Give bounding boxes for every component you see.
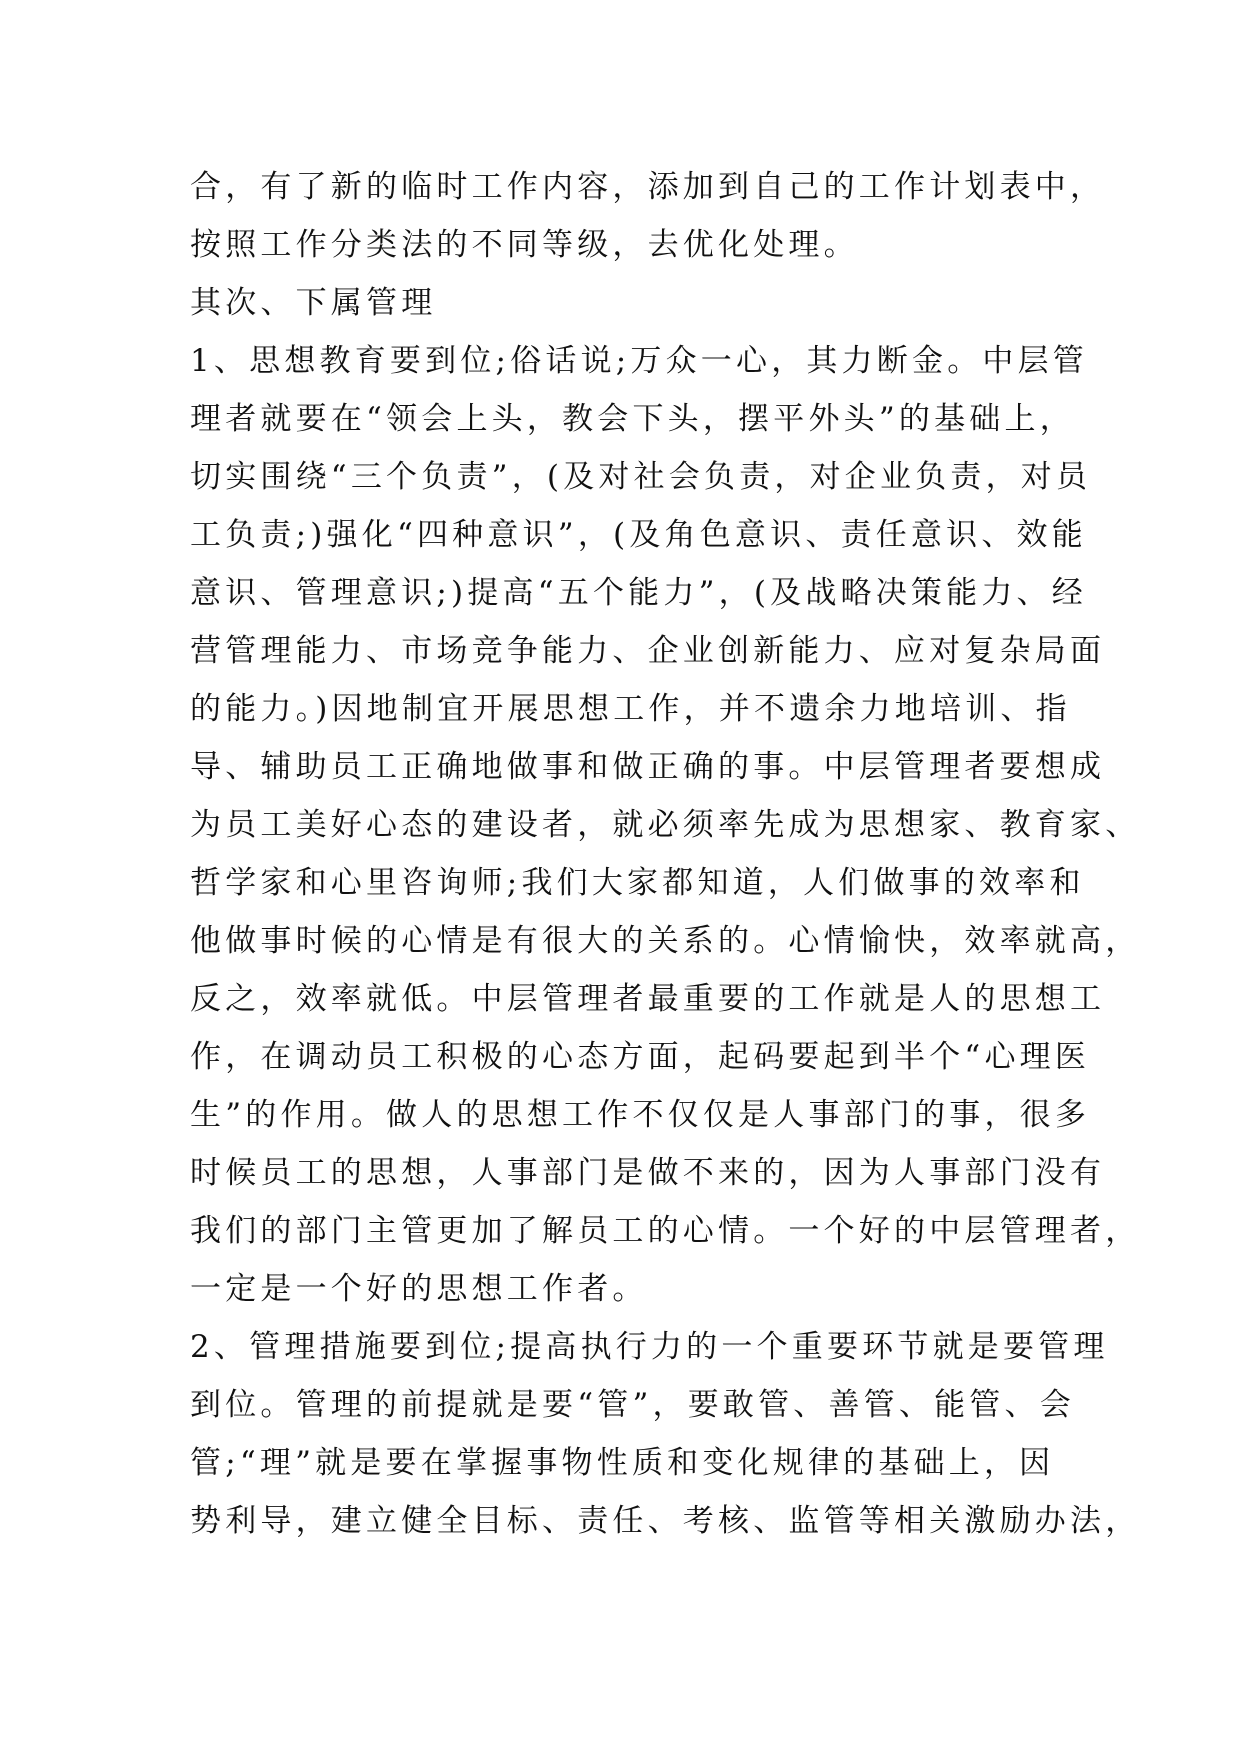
text-line: 管;“理”就是要在掌握事物性质和变化规律的基础上，因 bbox=[190, 1445, 1055, 1481]
text-line: 为员工美好心态的建设者，就必须率先成为思想家、教育家、 bbox=[190, 807, 1141, 843]
text-line: 按照工作分类法的不同等级，去优化处理。 bbox=[190, 227, 859, 263]
text-line: 的能力。)因地制宜开展思想工作，并不遗余力地培训、指 bbox=[190, 691, 1071, 727]
text-line: 时候员工的思想，人事部门是做不来的，因为人事部门没有 bbox=[190, 1155, 1106, 1191]
document-body bbox=[190, 158, 1141, 1550]
text-line: 到位。管理的前提就是要“管”，要敢管、善管、能管、会 bbox=[190, 1387, 1075, 1423]
text-line: 生”的作用。做人的思想工作不仅仅是人事部门的事，很多 bbox=[190, 1097, 1091, 1133]
text-line: 工负责;)强化“四种意识”，(及角色意识、责任意识、效能 bbox=[190, 517, 1087, 553]
text-line: 理者就要在“领会上头，教会下头，摆平外头”的基础上， bbox=[190, 401, 1075, 437]
text-line: 反之，效率就低。中层管理者最重要的工作就是人的思想工 bbox=[190, 981, 1106, 1017]
text-line: 1、思想教育要到位;俗话说;万众一心，其力断金。中层管 bbox=[190, 343, 1089, 379]
text-line: 作，在调动员工积极的心态方面，起码要起到半个“心理医 bbox=[190, 1039, 1091, 1075]
text-line: 导、辅助员工正确地做事和做正确的事。中层管理者要想成 bbox=[190, 749, 1106, 785]
text-line: 切实围绕“三个负责”，(及对社会负责，对企业负责，对员 bbox=[190, 459, 1092, 495]
text-line: 合，有了新的临时工作内容，添加到自己的工作计划表中， bbox=[190, 169, 1106, 205]
section-heading: 其次、下属管理 bbox=[190, 285, 437, 321]
text-line: 他做事时候的心情是有很大的关系的。心情愉快，效率就高， bbox=[190, 923, 1141, 959]
text-line: 意识、管理意识;)提高“五个能力”，(及战略决策能力、经 bbox=[190, 575, 1087, 611]
text-line: 势利导，建立健全目标、责任、考核、监管等相关激励办法， bbox=[190, 1503, 1141, 1539]
text-line: 哲学家和心里咨询师;我们大家都知道，人们做事的效率和 bbox=[190, 865, 1085, 901]
text-line: 2、管理措施要到位;提高执行力的一个重要环节就是要管理 bbox=[190, 1329, 1109, 1365]
text-line: 一定是一个好的思想工作者。 bbox=[190, 1271, 648, 1307]
text-line: 营管理能力、市场竞争能力、企业创新能力、应对复杂局面 bbox=[190, 633, 1106, 669]
text-line: 我们的部门主管更加了解员工的心情。一个好的中层管理者， bbox=[190, 1213, 1141, 1249]
